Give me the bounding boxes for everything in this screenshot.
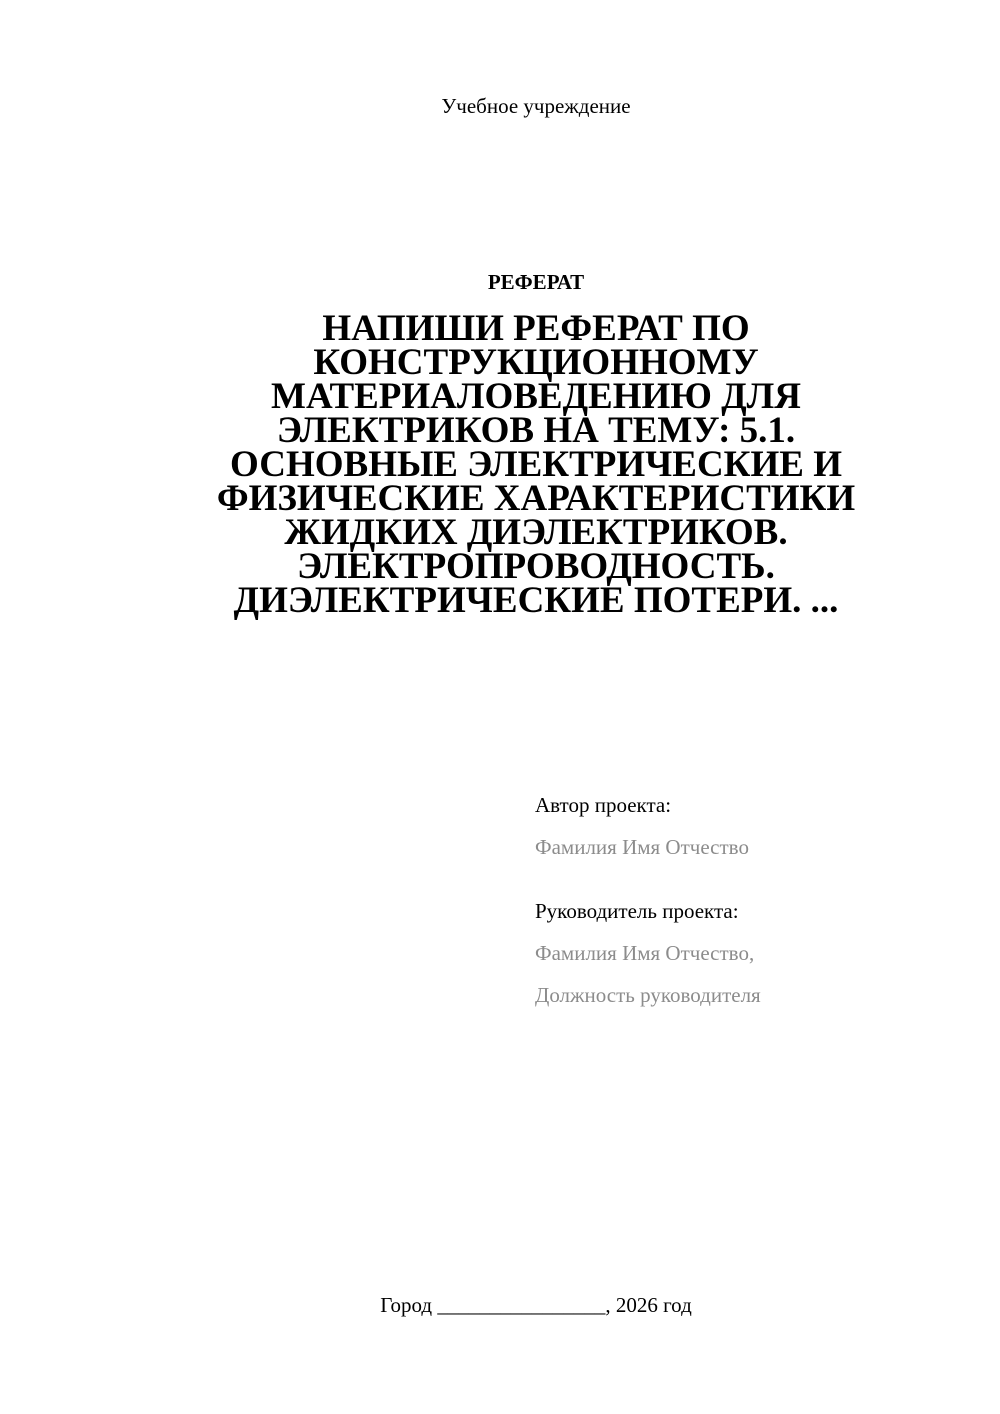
supervisor-name: Фамилия Имя Отчество, [535,941,755,965]
supervisor-position: Должность руководителя [535,983,761,1007]
title-line: ЭЛЕКТРИКОВ НА ТЕМУ: 5.1. [276,410,796,451]
title-line: НАПИШИ РЕФЕРАТ ПО [322,308,750,349]
title-line: МАТЕРИАЛОВЕДЕНИЮ ДЛЯ [271,376,801,417]
title-line: КОНСТРУКЦИОННОМУ [313,342,759,383]
author-label: Автор проекта: [535,793,672,817]
title-line: ОСНОВНЫЕ ЭЛЕКТРИЧЕСКИЕ И [230,444,842,485]
title-line: ДИЭЛЕКТРИЧЕСКИЕ ПОТЕРИ. ... [233,580,839,621]
document-type-heading: РЕФЕРАТ [487,270,585,294]
institution-name: Учебное учреждение [441,94,631,118]
city-year-footer: Город ________________, 2026 год [380,1293,692,1317]
author-name: Фамилия Имя Отчество [535,835,749,859]
supervisor-label: Руководитель проекта: [535,899,739,923]
author-block [535,790,975,862]
document-title [160,308,912,621]
title-line: ЭЛЕКТРОПРОВОДНОСТЬ. [297,546,775,587]
title-line: ЖИДКИХ ДИЭЛЕКТРИКОВ. [284,512,788,553]
title-line: ФИЗИЧЕСКИЕ ХАРАКТЕРИСТИКИ [216,478,856,519]
supervisor-block [535,896,975,1010]
